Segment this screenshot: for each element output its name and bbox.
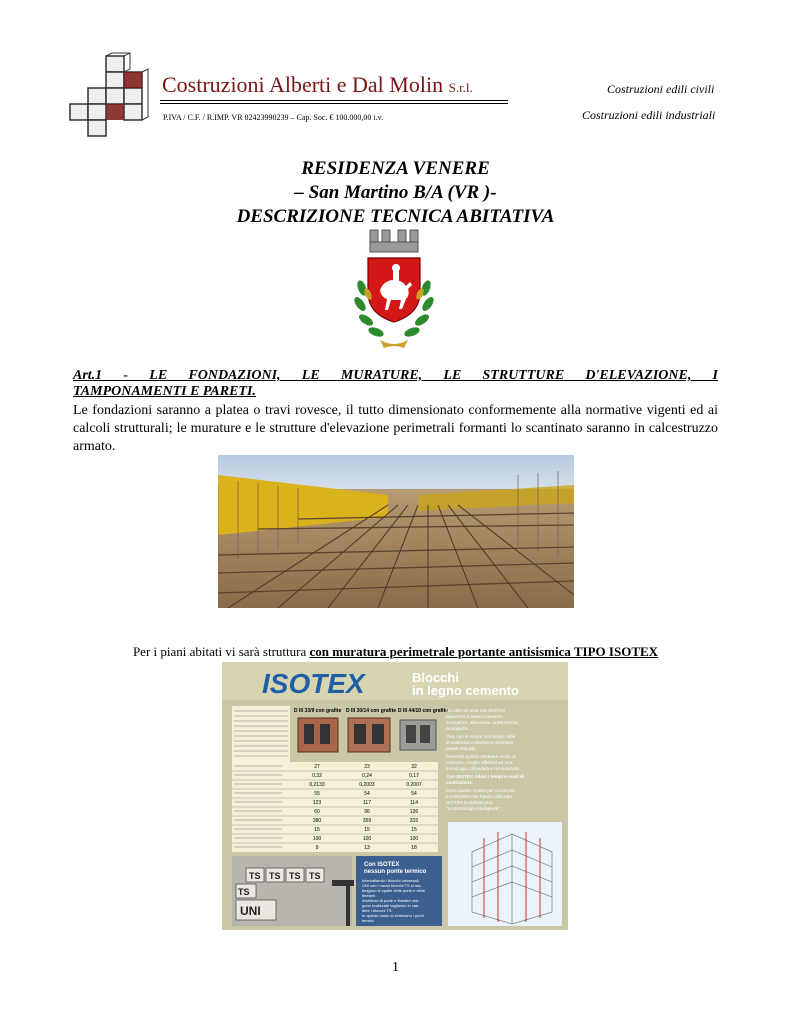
isotex-sentence-emphasis: con muratura perimetrale portante antisismica TIPO ISOTEX — [309, 644, 659, 659]
table-cell: 315 — [409, 818, 419, 824]
block-label-2: D III 30/14 con grafite — [346, 708, 397, 714]
bridge-text-line: tiere i blocchi TS. — [362, 908, 393, 913]
table-cell: 60 — [314, 809, 320, 815]
block-label-1: D III 33/9 con grafite — [294, 708, 342, 714]
document-subtitle: DESCRIZIONE TECNICA ABITATIVA — [236, 206, 555, 227]
brochure-text-line: costruzione. — [446, 780, 474, 785]
header-rule — [160, 103, 508, 104]
brochure-text-line: Con ISOTEX riduci i tempi e costi di — [446, 774, 525, 779]
document-location: – San Martino B/A (VR )- — [294, 182, 497, 203]
company-logo — [66, 52, 158, 138]
block-label-3: D III 44/10 con grafite — [398, 708, 449, 714]
brochure-text-line: ISOTEX la definiscono: — [446, 800, 494, 805]
isotex-sentence — [0, 644, 791, 660]
ts-block-label: TS — [309, 871, 321, 881]
table-cell: 32 — [411, 764, 417, 770]
foundation-rebar-photo — [218, 455, 574, 608]
table-cell: 0,24 — [362, 773, 372, 779]
table-cell: 100 — [362, 836, 372, 842]
brochure-text-line: e costruttori che hanno utilizzato — [446, 794, 512, 799]
article-1-heading: Art.1 - LE FONDAZIONI, LE MURATURE, LE STRUTTURE D'ELEVAZIONE, I — [73, 368, 718, 383]
document-title: RESIDENZA VENERE — [301, 158, 490, 179]
table-cell: 359 — [362, 818, 372, 824]
brochure-brand: ISOTEX — [262, 668, 365, 699]
brochure-text-line: costruire, meglio affidarsi ad una — [446, 760, 513, 765]
isotex-sentence-prefix: Per i piani abitati vi sarà struttura — [132, 644, 310, 659]
table-cell: 23 — [364, 764, 370, 770]
table-cell: 18 — [411, 845, 417, 851]
brochure-text-line: ecologiche... — [446, 726, 472, 731]
article-1-heading-cont: TAMPONAMENTI E PARETI. — [73, 384, 256, 399]
table-cell: 0,2133 — [309, 782, 325, 788]
table-cell: 27 — [314, 764, 320, 770]
ts-block-label: TS — [238, 887, 250, 897]
table-cell: 123 — [312, 800, 322, 806]
table-cell: 117 — [363, 800, 371, 806]
brochure-heading-2: in legno cemento — [412, 683, 519, 698]
table-cell: 54 — [411, 791, 417, 797]
table-cell: 114 — [410, 800, 418, 806]
table-cell: 100 — [312, 836, 322, 842]
brochure-text-line: energetico, silenziose, antisismiche, — [446, 720, 520, 725]
table-cell: 0,32 — [312, 773, 322, 779]
brochure-text-line: abitazioni a basso consumo — [446, 714, 503, 719]
ts-block-label: TS — [289, 871, 301, 881]
tagline-civili: Costruzioni edili civili — [607, 82, 715, 96]
bridge-title-1: Con ISOTEX — [364, 862, 400, 868]
bridge-text-line: tengono le spalle delle porte e delle — [362, 888, 425, 893]
bridge-text-line: Architravi di porte e finestre ven- — [362, 898, 420, 903]
tagline-industriali: Costruzioni edili industriali — [582, 108, 716, 122]
brochure-text-line: Sono questi i motivi per cui tecnici — [446, 788, 516, 793]
table-cell: 55 — [314, 791, 320, 797]
table-cell: 13 — [364, 845, 370, 851]
bridge-text-line: UNI con i mezzi blocchi TS si ma- — [362, 883, 422, 888]
table-cell: 0,2003 — [359, 782, 375, 788]
table-cell: 0,2007 — [406, 782, 422, 788]
brochure-text-line: tecnologia collaudata e riconosciuta. — [446, 766, 521, 771]
brochure-text-line: questi requisiti. — [446, 746, 477, 751]
bridge-title-2: nessun ponte termico — [364, 869, 427, 875]
header-rule — [160, 100, 508, 101]
company-name: Costruzioni Alberti e Dal Molin S.r.l. — [162, 72, 473, 97]
bridge-text-line: finestre. — [362, 893, 377, 898]
uni-block-label: UNI — [240, 904, 261, 918]
table-cell: 15 — [411, 827, 417, 833]
brochure-text-line: Dovendo quindi cambiare modo di — [446, 754, 516, 759]
table-cell: 15 — [364, 827, 370, 833]
isotex-brochure-image — [222, 662, 568, 930]
page-number: 1 — [392, 960, 399, 975]
ts-block-label: TS — [269, 871, 281, 881]
bridge-text-line: Intervallando i blocchi universali — [362, 878, 419, 883]
table-cell: 9 — [315, 845, 319, 851]
bridge-text-line: gono realizzate tagliando in can- — [362, 903, 420, 908]
brochure-text-line: le costruzioni dovranno rispettare — [446, 740, 514, 745]
article-1-body: Le fondazioni saranno a platea o travi rovesce, il tutto dimensionato conformemente alla normative vigenti ed ai calcoli strutturali; le murature e le strutture d'elevazione perimetrali formanti lo scantinato saranno in calcestruzzo armato. — [73, 403, 718, 454]
table-cell: 126 — [409, 809, 419, 815]
bridge-text-line: In questo modo si eliminano i ponti — [362, 913, 424, 918]
table-cell: 96 — [364, 809, 370, 815]
brochure-heading-1: Blocchi — [412, 670, 459, 685]
table-cell: 15 — [314, 827, 320, 833]
table-cell: 54 — [364, 791, 370, 797]
company-info: P.IVA / C.F. / R.IMP. VR 02423990239 – Cap. Soc. € 100.000,00 i.v. — [163, 113, 384, 122]
brochure-text-line: Ora, con le nuove normative, tutte — [446, 734, 516, 739]
table-cell: 380 — [312, 818, 322, 824]
brochure-text-line: "La tecnologia intelligente". — [446, 806, 502, 811]
table-cell: 100 — [409, 836, 419, 842]
bridge-text-line: termici — [362, 918, 374, 923]
brochure-text-line: Da oltre 60 anni con ISOTEX — [446, 708, 506, 713]
coat-of-arms-image — [346, 228, 442, 352]
table-cell: 0,17 — [409, 773, 419, 779]
company-suffix: S.r.l. — [448, 80, 473, 95]
ts-block-label: TS — [249, 871, 261, 881]
